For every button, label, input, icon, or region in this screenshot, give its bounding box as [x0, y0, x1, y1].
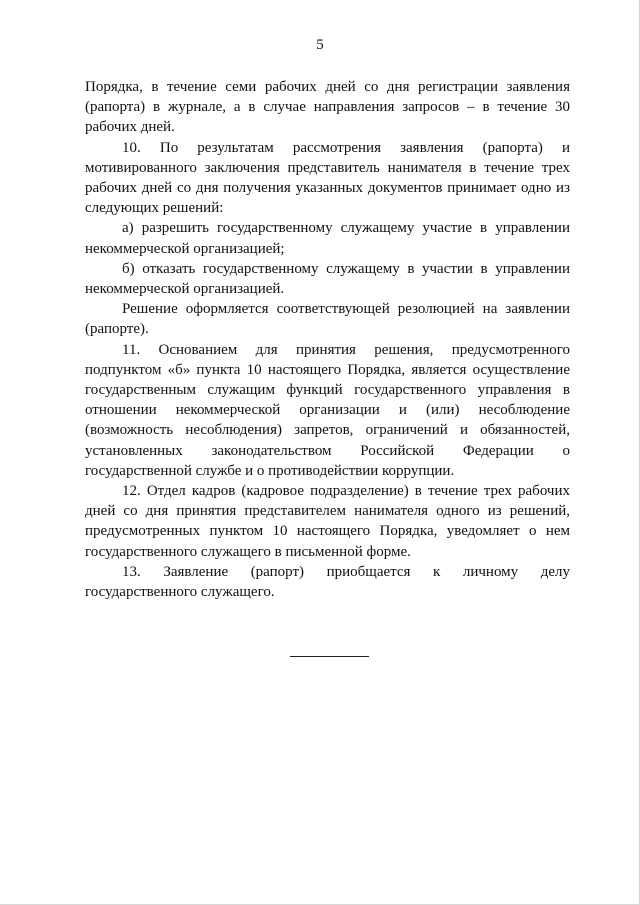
- paragraph-continuation: Порядка, в течение семи рабочих дней со дня регистрации заявления (рапорта) в журнале, а в случае направления запросов – в течение 30 рабочих дней.: [85, 79, 570, 136]
- paragraph-option-b: б) отказать государственному служащему в участии в управлении некоммерческой организацией.: [85, 260, 570, 298]
- paragraph-item-12: 12. Отдел кадров (кадровое подразделение) в течение трех рабочих дней со дня принятия представителем нанимателя одного из решений, предусмотренных пунктом 10 настоящего Порядка, уведомляет о нем государственного служащего в письменной форме.: [85, 483, 570, 560]
- end-of-document-rule: [290, 656, 369, 657]
- paragraph-option-a: а) разрешить государственному служащему участие в управлении некоммерческой организацией;: [85, 220, 570, 257]
- paragraph-item-11: 11. Основанием для принятия решения, предусмотренного подпунктом «б» пункта 10 настоящего Порядка, является осуществление государственным служащим функций государственного управления в отношении некоммерческой организации и (или) несоблюдение (возможность несоблюдения) запретов, ограничений и обязанностей, установленных законодательством Российской Федерации о государственной службе и о противодействии коррупции.: [85, 341, 570, 479]
- paragraph-decision-note: Решение оформляется соответствующей резолюцией на заявлении (рапорте).: [85, 301, 570, 338]
- document-body: [85, 77, 570, 602]
- paragraph-item-10: 10. По результатам рассмотрения заявления (рапорта) и мотивированного заключения представитель нанимателя в течение трех рабочих дней со дня получения указанных документов принимает одно из следующих решений:: [85, 139, 570, 217]
- paragraph-item-13: 13. Заявление (рапорт) приобщается к личному делу государственного служащего.: [85, 563, 570, 601]
- page-number: 5: [316, 37, 324, 53]
